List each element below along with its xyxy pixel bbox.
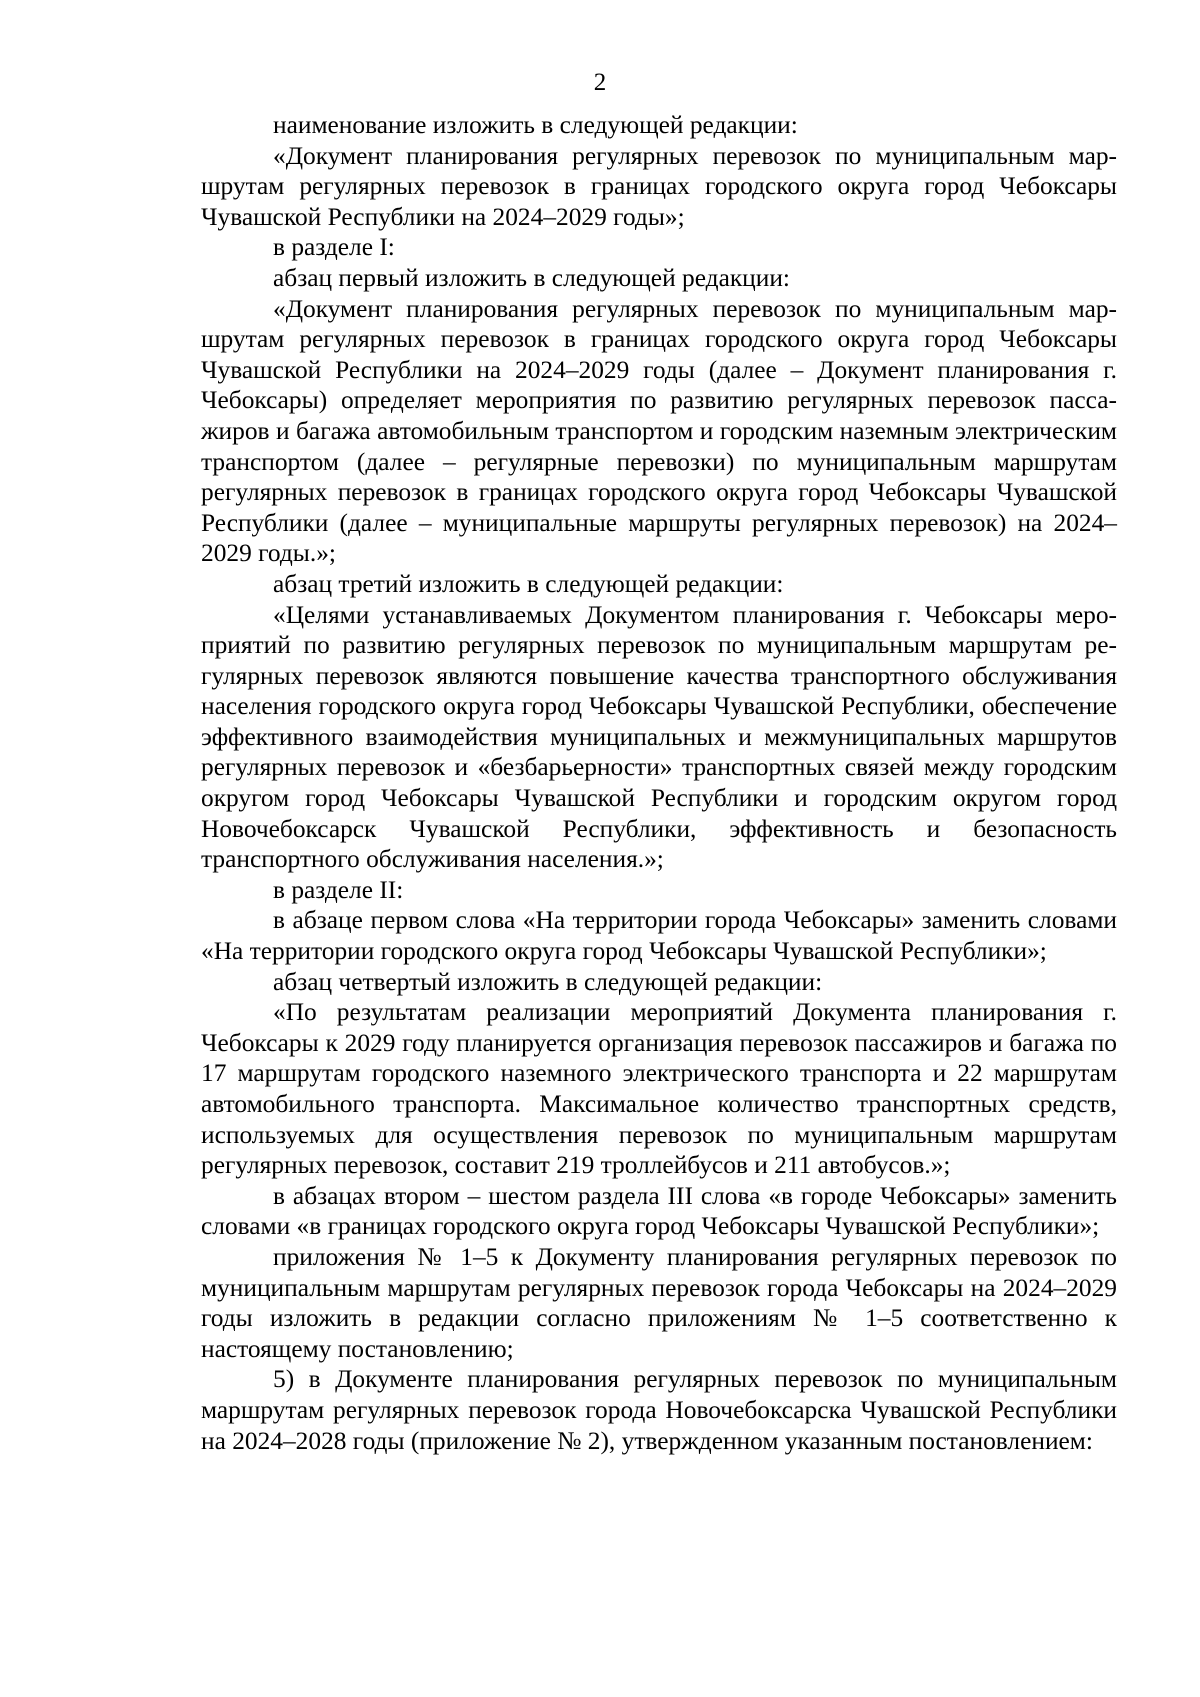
paragraph: абзац четвертый изложить в следующей редакции: <box>273 967 823 996</box>
paragraph: «Документ планирования регулярных перевозок по муниципальным маршрутам регулярных перевозок в границах городского округа город Чебоксары Чувашской Республики на 2024–2029 годы (далее – Документ планирования г. Чебоксары) определяет мероприятия по развитию регулярных перевозок пассажиров и багажа автомобильным транспортом и городским наземным электрическим транспортом (далее – регулярные перевозки) по муниципальным маршрутам регулярных перевозок в границах городского округа город Чебоксары Чувашской Республики (далее – муниципальные маршруты регулярных перевозок) на 2024–2029 годы.»; <box>201 294 1117 568</box>
paragraph: в разделе II: <box>273 875 404 904</box>
paragraph: наименование изложить в следующей редакции: <box>273 111 798 139</box>
document-body <box>201 110 1117 1456</box>
paragraph: абзац первый изложить в следующей редакции: <box>273 263 790 292</box>
paragraph: «Документ планирования регулярных перевозок по муниципальным маршрутам регулярных перевозок в границах городского округа город Чебоксары Чувашской Республики на 2024–2029 годы»; <box>201 141 1117 231</box>
paragraph: в абзацах втором – шестом раздела III слова «в городе Чебоксары» заменить словами «в границах городского округа город Чебоксары Чувашской Республики»; <box>201 1181 1117 1241</box>
paragraph: абзац третий изложить в следующей редакции: <box>273 569 784 598</box>
paragraph: в абзаце первом слова «На территории города Чебоксары» заменить словами «На территории городского округа город Чебоксары Чувашской Республики»; <box>201 906 1117 966</box>
page-number: 2 <box>593 69 607 96</box>
paragraph: в разделе I: <box>273 233 395 262</box>
paragraph: приложения № 1–5 к Документу планирования регулярных перевозок по муниципальным маршрутам регулярных перевозок города Чебоксары на 2024–2029 годы изложить в редакции согласно приложениям № 1–5 соответственно к настоящему постановлению; <box>201 1242 1117 1363</box>
paragraph: «По результатам реализации мероприятий Документа планирования г. Чебоксары к 2029 году планируется организация перевозок пассажиров и багажа по 17 маршрутам городского наземного электрического транспорта и 22 маршрутам автомобильного транспорта. Максимальное количество транспортных средств, используемых для осуществления перевозок по муниципальным маршрутам регулярных перевозок, составит 219 троллейбусов и 211 автобусов.»; <box>201 998 1117 1180</box>
paragraph: 5) в Документе планирования регулярных перевозок по муниципальным маршрутам регулярных перевозок города Новочебоксарска Чувашской Республики на 2024–2028 годы (приложение № 2), утвержденном указанным постановлением: <box>201 1365 1117 1455</box>
paragraph: «Целями устанавливаемых Документом планирования г. Чебоксары мероприятий по развитию регулярных перевозок по муниципальным маршрутам регулярных перевозок являются повышение качества транспортного обслуживания населения городского округа город Чебоксары Чувашской Республики, обеспечение эффективного взаимодействия муниципальных и межмуниципальных маршрутов регулярных перевозок и «безбарьерности» транспортных связей между городским округом город Чебоксары Чувашской Республики и городским округом город Новочебоксарск Чувашской Республики, эффективность и безопасность транспортного обслуживания населения.»; <box>201 600 1117 874</box>
